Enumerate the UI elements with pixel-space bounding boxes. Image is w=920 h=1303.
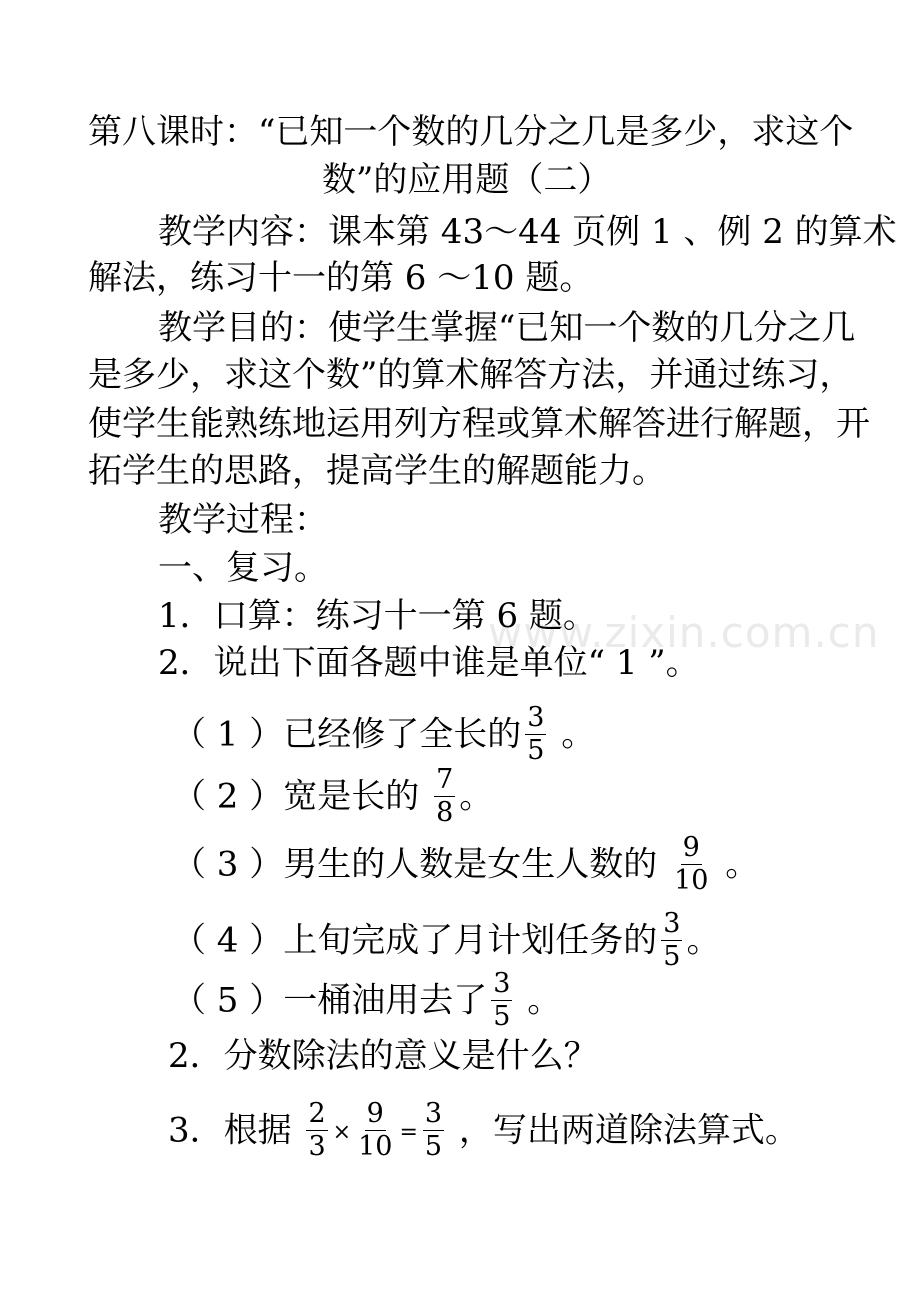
fraction-numerator: 9 — [682, 832, 700, 863]
item-unit-one: 2．说出下面各题中谁是单位“ 1 ”。 — [158, 643, 700, 683]
fraction-denominator: 10 — [358, 1131, 393, 1162]
objective-line-1: 教学目的：使学生掌握“已知一个数的几分之几 — [158, 308, 856, 348]
objective-line-4: 拓学生的思路，提高学生的解题能力。 — [88, 451, 666, 491]
subitem-tail: 。 — [459, 776, 494, 817]
fraction-denominator: 5 — [663, 941, 681, 972]
subitem-label: （ 5 ）一桶油用去了 — [172, 980, 488, 1021]
fraction — [491, 970, 512, 1031]
subitem-5 — [172, 968, 562, 1033]
title-line-2: 数”的应用题（二） — [322, 160, 612, 200]
fraction — [672, 834, 710, 895]
fraction — [356, 1100, 394, 1161]
times-sign: × — [332, 1119, 352, 1145]
fraction — [661, 910, 682, 971]
subitem-1 — [172, 702, 596, 767]
fraction-numerator: 3 — [663, 908, 681, 939]
subitem-tail: 。 — [714, 844, 760, 885]
fraction — [434, 766, 455, 827]
process-heading: 教学过程： — [158, 500, 328, 540]
item-write-divisions — [168, 1098, 799, 1163]
fraction-numerator: 3 — [493, 968, 511, 999]
fraction-denominator: 5 — [424, 1131, 443, 1162]
fraction-numerator: 9 — [366, 1098, 384, 1129]
content-line-2: 解法，练习十一的第 6 ～10 题。 — [88, 258, 594, 298]
fraction-numerator: 3 — [424, 1098, 443, 1129]
subitem-4 — [172, 908, 721, 973]
title-line-1: 第八课时：“已知一个数的几分之几是多少，求这个 — [88, 112, 854, 152]
watermark: www.zixin.com.cn — [488, 608, 880, 657]
item-division-meaning: 2．分数除法的意义是什么？ — [168, 1036, 598, 1076]
fraction — [423, 1100, 444, 1161]
section-review: 一、复习。 — [158, 548, 328, 588]
fraction-denominator: 3 — [308, 1131, 326, 1162]
subitem-label: （ 3 ）男生的人数是女生人数的 — [172, 844, 669, 885]
fraction — [525, 704, 546, 765]
equals-sign: = — [399, 1119, 418, 1145]
item-prefix: 3．根据 — [168, 1110, 303, 1151]
objective-line-3: 使学生能熟练地运用列方程或算术解答进行解题，开 — [88, 404, 870, 444]
subitem-tail: 。 — [550, 714, 596, 755]
fraction-numerator: 7 — [436, 764, 454, 795]
fraction-denominator: 10 — [674, 865, 709, 896]
item-mental-math: 1．口算：练习十一第 6 题。 — [158, 596, 597, 636]
subitem-label: （ 2 ）宽是长的 — [172, 776, 431, 817]
subitem-tail: 。 — [516, 980, 562, 1021]
fraction-numerator: 3 — [527, 702, 545, 733]
item-suffix: ，写出两道除法算式。 — [448, 1110, 799, 1151]
fraction-denominator: 5 — [527, 735, 545, 766]
fraction-denominator: 8 — [436, 797, 454, 828]
objective-line-2: 是多少，求这个数”的算术解答方法，并通过练习， — [88, 355, 854, 395]
subitem-2 — [172, 764, 494, 829]
fraction-denominator: 5 — [493, 1001, 511, 1032]
subitem-3 — [172, 832, 760, 897]
subitem-label: （ 1 ）已经修了全长的 — [172, 714, 522, 755]
fraction-numerator: 2 — [308, 1098, 326, 1129]
subitem-label: （ 4 ）上旬完成了月计划任务的 — [172, 920, 658, 961]
content-line-1: 教学内容：课本第 43～44 页例 1 、例 2 的算术 — [158, 212, 897, 252]
subitem-tail: 。 — [686, 920, 721, 961]
fraction — [306, 1100, 327, 1161]
